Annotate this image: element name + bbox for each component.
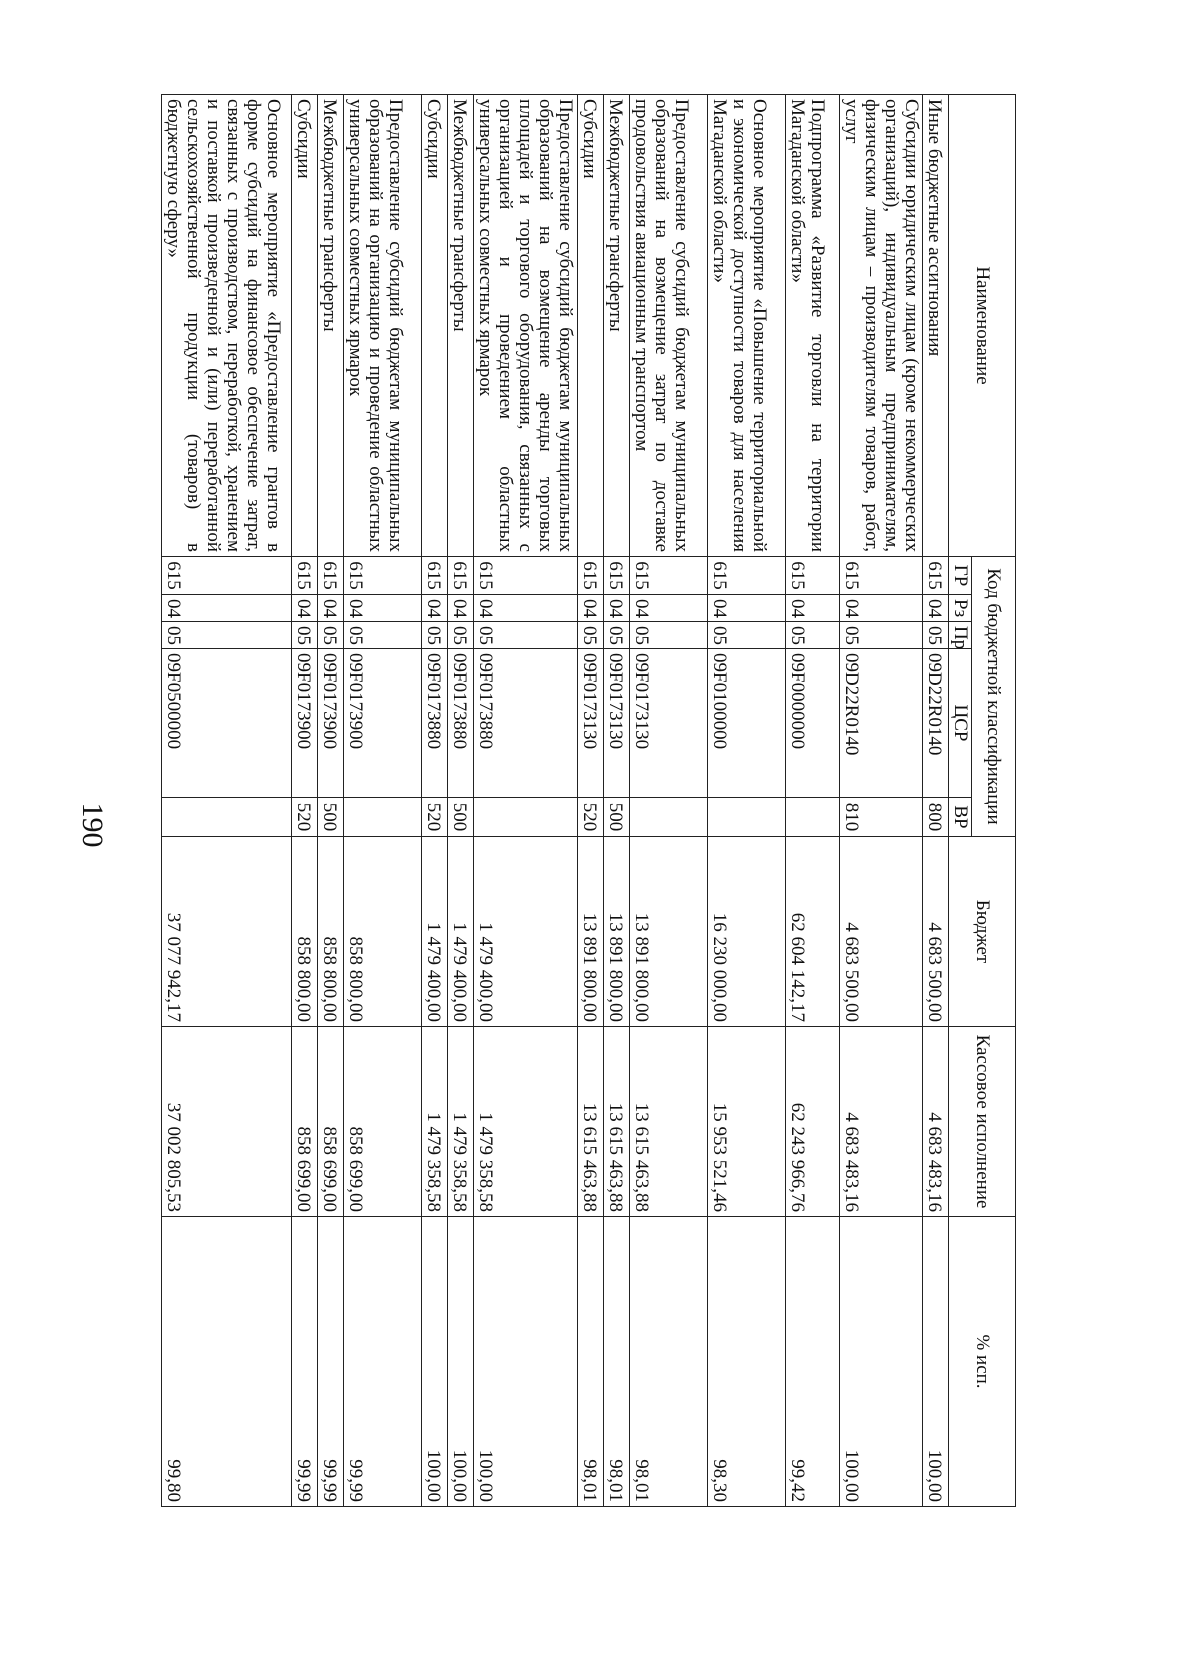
table-row bbox=[840, 95, 923, 1507]
cell-budget: 13 891 800,00 bbox=[578, 837, 604, 1027]
cell-pct: 100,00 bbox=[422, 1217, 448, 1507]
cell-csr: 09F0173130 bbox=[578, 649, 604, 798]
cell-budget: 858 800,00 bbox=[318, 837, 344, 1027]
cell-csr: 09F0100000 bbox=[708, 649, 786, 798]
cell-csr: 09F0500000 bbox=[162, 649, 292, 798]
table-row bbox=[474, 95, 578, 1507]
cell-budget: 858 800,00 bbox=[292, 837, 318, 1027]
cell-gr: 615 bbox=[840, 557, 923, 595]
table-row bbox=[162, 95, 292, 1507]
cell-cash: 1 479 358,58 bbox=[448, 1027, 474, 1217]
cell-vr bbox=[344, 798, 422, 837]
cell-vr: 520 bbox=[578, 798, 604, 837]
cell-rz: 04 bbox=[422, 595, 448, 622]
cell-vr bbox=[708, 798, 786, 837]
cell-pct: 99,80 bbox=[162, 1217, 292, 1507]
cell-rz: 04 bbox=[630, 595, 708, 622]
cell-rz: 04 bbox=[474, 595, 578, 622]
cell-budget: 16 230 000,00 bbox=[708, 837, 786, 1027]
header-name: Наименование bbox=[949, 95, 1016, 557]
cell-gr: 615 bbox=[422, 557, 448, 595]
cell-vr bbox=[786, 798, 840, 837]
cell-pct: 99,99 bbox=[292, 1217, 318, 1507]
table-row bbox=[318, 95, 344, 1507]
cell-budget: 13 891 800,00 bbox=[604, 837, 630, 1027]
table-row bbox=[448, 95, 474, 1507]
cell-budget: 4 683 500,00 bbox=[840, 837, 923, 1027]
cell-pr: 05 bbox=[840, 622, 923, 649]
cell-budget: 13 891 800,00 bbox=[630, 837, 708, 1027]
cell-pct: 100,00 bbox=[448, 1217, 474, 1507]
cell-cash: 858 699,00 bbox=[318, 1027, 344, 1217]
cell-csr: 09F0173900 bbox=[292, 649, 318, 798]
cell-pr: 05 bbox=[448, 622, 474, 649]
cell-pct: 98,01 bbox=[630, 1217, 708, 1507]
cell-gr: 615 bbox=[448, 557, 474, 595]
cell-pct: 100,00 bbox=[923, 1217, 949, 1507]
cell-csr: 09F0173900 bbox=[318, 649, 344, 798]
cell-rz: 04 bbox=[604, 595, 630, 622]
cell-name: Предоставление субсидий бюджетам муниципальных образований на организацию и проведение областных универсальных совместных ярмарок bbox=[344, 95, 422, 557]
cell-cash: 4 683 483,16 bbox=[840, 1027, 923, 1217]
cell-cash: 15 953 521,46 bbox=[708, 1027, 786, 1217]
cell-pct: 99,99 bbox=[318, 1217, 344, 1507]
cell-rz: 04 bbox=[292, 595, 318, 622]
cell-gr: 615 bbox=[923, 557, 949, 595]
page-number: 190 bbox=[76, 802, 109, 848]
cell-gr: 615 bbox=[786, 557, 840, 595]
cell-pr: 05 bbox=[292, 622, 318, 649]
cell-name: Субсидии bbox=[292, 95, 318, 557]
cell-budget: 37 077 942,17 bbox=[162, 837, 292, 1027]
cell-budget: 1 479 400,00 bbox=[448, 837, 474, 1027]
cell-pct: 99,42 bbox=[786, 1217, 840, 1507]
cell-name: Предоставление субсидий бюджетам муниципальных образований на возмещение аренды торговых площадей и торгового оборудования, связанных с организацией и проведением областных универсальных совместных ярмарок bbox=[474, 95, 578, 557]
header-rz: Рз bbox=[949, 595, 972, 622]
table-row bbox=[630, 95, 708, 1507]
cell-cash: 37 002 805,53 bbox=[162, 1027, 292, 1217]
cell-cash: 13 615 463,88 bbox=[578, 1027, 604, 1217]
cell-rz: 04 bbox=[344, 595, 422, 622]
cell-cash: 62 243 966,76 bbox=[786, 1027, 840, 1217]
header-gr: ГР bbox=[949, 557, 972, 595]
cell-name: Субсидии bbox=[578, 95, 604, 557]
header-budget: Бюджет bbox=[949, 837, 1016, 1027]
cell-pr: 05 bbox=[708, 622, 786, 649]
table-row bbox=[708, 95, 786, 1507]
cell-gr: 615 bbox=[604, 557, 630, 595]
header-pct: % исп. bbox=[949, 1217, 1016, 1507]
cell-pct: 98,30 bbox=[708, 1217, 786, 1507]
cell-gr: 615 bbox=[318, 557, 344, 595]
cell-name: Субсидии bbox=[422, 95, 448, 557]
cell-pct: 100,00 bbox=[474, 1217, 578, 1507]
cell-pr: 05 bbox=[422, 622, 448, 649]
cell-cash: 1 479 358,58 bbox=[474, 1027, 578, 1217]
cell-csr: 09D22R0140 bbox=[840, 649, 923, 798]
cell-name: Иные бюджетные ассигнования bbox=[923, 95, 949, 557]
cell-pr: 05 bbox=[604, 622, 630, 649]
cell-gr: 615 bbox=[630, 557, 708, 595]
cell-pr: 05 bbox=[630, 622, 708, 649]
cell-name: Основное мероприятие «Повышение территориальной и экономической доступности товаров для населения Магаданской области» bbox=[708, 95, 786, 557]
cell-name: Межбюджетные трансферты bbox=[318, 95, 344, 557]
cell-vr: 500 bbox=[448, 798, 474, 837]
cell-gr: 615 bbox=[474, 557, 578, 595]
cell-pct: 100,00 bbox=[840, 1217, 923, 1507]
table-row bbox=[344, 95, 422, 1507]
budget-table bbox=[161, 94, 1016, 1507]
cell-gr: 615 bbox=[708, 557, 786, 595]
cell-rz: 04 bbox=[448, 595, 474, 622]
header-pr: Пр bbox=[949, 622, 972, 649]
cell-pr: 05 bbox=[344, 622, 422, 649]
cell-vr: 520 bbox=[292, 798, 318, 837]
cell-budget: 4 683 500,00 bbox=[923, 837, 949, 1027]
cell-rz: 04 bbox=[318, 595, 344, 622]
cell-vr: 810 bbox=[840, 798, 923, 837]
cell-csr: 09F0000000 bbox=[786, 649, 840, 798]
cell-gr: 615 bbox=[344, 557, 422, 595]
cell-vr bbox=[630, 798, 708, 837]
cell-vr bbox=[474, 798, 578, 837]
cell-budget: 858 800,00 bbox=[344, 837, 422, 1027]
table-row bbox=[786, 95, 840, 1507]
cell-name: Межбюджетные трансферты bbox=[448, 95, 474, 557]
cell-rz: 04 bbox=[840, 595, 923, 622]
header-csr: ЦСР bbox=[949, 649, 972, 798]
cell-csr: 09F0173880 bbox=[448, 649, 474, 798]
rotated-table-container bbox=[163, 94, 1016, 1506]
cell-name: Предоставление субсидий бюджетам муниципальных образований на возмещение затрат по доставке продовольствия авиационным транспортом bbox=[630, 95, 708, 557]
cell-cash: 1 479 358,58 bbox=[422, 1027, 448, 1217]
cell-vr: 500 bbox=[318, 798, 344, 837]
cell-cash: 13 615 463,88 bbox=[604, 1027, 630, 1217]
cell-name: Межбюджетные трансферты bbox=[604, 95, 630, 557]
cell-rz: 04 bbox=[923, 595, 949, 622]
cell-cash: 13 615 463,88 bbox=[630, 1027, 708, 1217]
cell-rz: 04 bbox=[578, 595, 604, 622]
cell-pr: 05 bbox=[474, 622, 578, 649]
table-row bbox=[578, 95, 604, 1507]
table-row bbox=[422, 95, 448, 1507]
cell-budget: 62 604 142,17 bbox=[786, 837, 840, 1027]
cell-csr: 09F0173130 bbox=[630, 649, 708, 798]
cell-pr: 05 bbox=[162, 622, 292, 649]
cell-cash: 4 683 483,16 bbox=[923, 1027, 949, 1217]
cell-pr: 05 bbox=[786, 622, 840, 649]
cell-pr: 05 bbox=[318, 622, 344, 649]
cell-vr bbox=[162, 798, 292, 837]
table-row bbox=[923, 95, 949, 1507]
header-cash: Кассовое исполнение bbox=[949, 1027, 1016, 1217]
cell-name: Основное мероприятие «Предоставление грантов в форме субсидий на финансовое обеспечение затрат, связанных с производством, переработкой, хранением и поставкой произведенной и (или) переработанной сельскохозяйственной продукции (товаров) в бюджетную сферу» bbox=[162, 95, 292, 557]
cell-vr: 520 bbox=[422, 798, 448, 837]
cell-pr: 05 bbox=[923, 622, 949, 649]
header-vr: ВР bbox=[949, 798, 972, 837]
table-row bbox=[604, 95, 630, 1507]
cell-rz: 04 bbox=[708, 595, 786, 622]
cell-rz: 04 bbox=[162, 595, 292, 622]
cell-name: Субсидии юридическим лицам (кроме некоммерческих организаций), индивидуальным предпринимателям, физическим лицам – производителям товаров, работ, услуг bbox=[840, 95, 923, 557]
cell-rz: 04 bbox=[786, 595, 840, 622]
header-code-group: Код бюджетной классификации bbox=[972, 557, 1016, 837]
cell-pct: 98,01 bbox=[604, 1217, 630, 1507]
cell-gr: 615 bbox=[292, 557, 318, 595]
table-row bbox=[292, 95, 318, 1507]
cell-csr: 09F0173880 bbox=[422, 649, 448, 798]
cell-pr: 05 bbox=[578, 622, 604, 649]
cell-name: Подпрограмма «Развитие торговли на территории Магаданской области» bbox=[786, 95, 840, 557]
cell-pct: 99,99 bbox=[344, 1217, 422, 1507]
cell-csr: 09F0173130 bbox=[604, 649, 630, 798]
cell-vr: 500 bbox=[604, 798, 630, 837]
cell-gr: 615 bbox=[578, 557, 604, 595]
cell-csr: 09F0173900 bbox=[344, 649, 422, 798]
cell-gr: 615 bbox=[162, 557, 292, 595]
cell-budget: 1 479 400,00 bbox=[474, 837, 578, 1027]
cell-vr: 800 bbox=[923, 798, 949, 837]
cell-cash: 858 699,00 bbox=[292, 1027, 318, 1217]
cell-pct: 98,01 bbox=[578, 1217, 604, 1507]
cell-budget: 1 479 400,00 bbox=[422, 837, 448, 1027]
cell-cash: 858 699,00 bbox=[344, 1027, 422, 1217]
cell-csr: 09F0173880 bbox=[474, 649, 578, 798]
cell-csr: 09D22R0140 bbox=[923, 649, 949, 798]
